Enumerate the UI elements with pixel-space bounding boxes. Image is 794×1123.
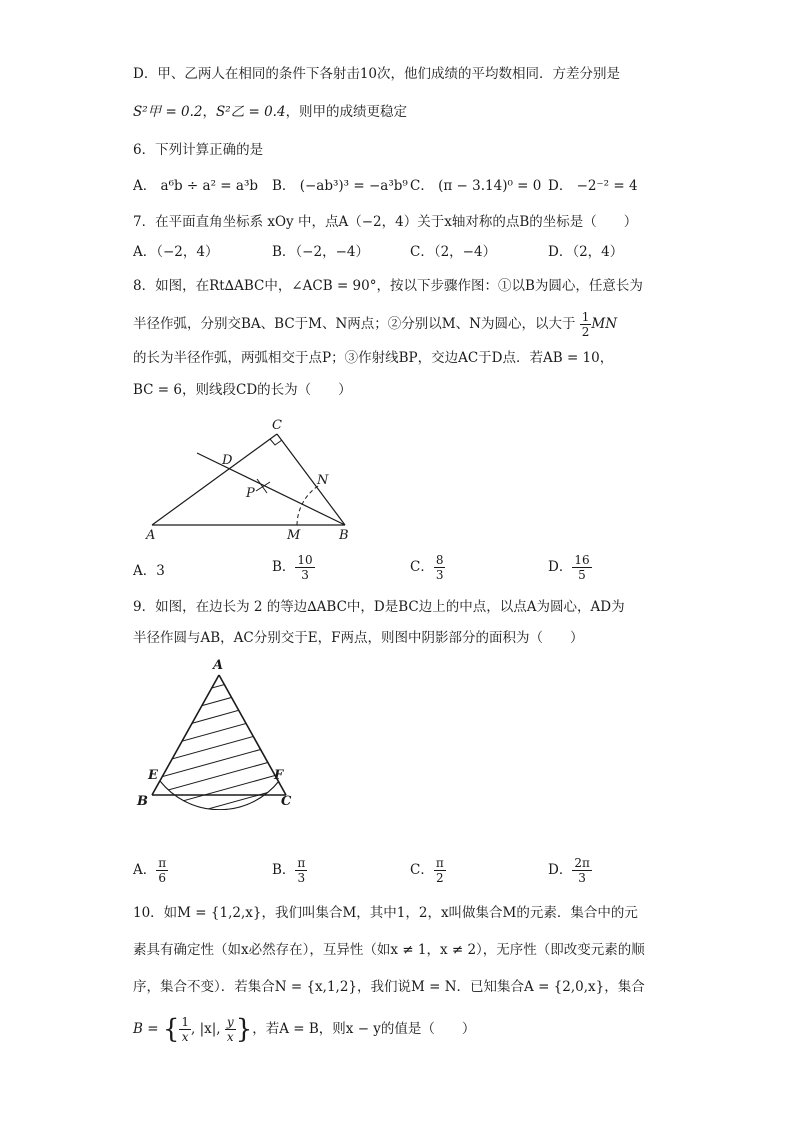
q5-option-d-line1: D．甲、乙两人在相同的条件下各射击10次，他们成绩的平均数相同．方差分别是 xyxy=(133,66,621,82)
q10-line1: 10．如M = {1,2,x}，我们叫集合M，其中1，2，x叫做集合M的元素．集合中的元 xyxy=(133,905,638,921)
q8-line3: 的长为半径作弧，两弧相交于点P；③作射线BP，交边AC于D点．若AB = 10， xyxy=(133,350,614,366)
label-b: B xyxy=(339,528,349,542)
q6-option-b[interactable]: B． (−ab³)³ = −a³b⁹ xyxy=(272,178,408,194)
half-fraction: $\frac{1}{2}$ xyxy=(581,310,590,339)
label-d: D xyxy=(222,453,233,468)
q8-option-b[interactable]: B． $\frac{10}{3}$ xyxy=(272,553,313,582)
q5-tail: ，则甲的成绩更稳定 xyxy=(285,104,408,120)
q9-option-b[interactable]: B． $\frac{\pi}{3}$ xyxy=(272,856,306,885)
q9-line1: 9．如图，在边长为 2 的等边∆ABC中，D是BC边上的中点，以点A为圆心，AD为 xyxy=(133,599,625,615)
q7-stem: 7．在平面直角坐标系 xOy 中，点A（−2，4）关于x轴对称的点B的坐标是（ ） xyxy=(133,214,638,230)
label-c: C xyxy=(272,418,282,433)
q8-line1: 8．如图，在Rt∆ABC中，∠ACB = 90°，按以下步骤作图：①以B为圆心，任意长为 xyxy=(133,278,643,294)
left-brace: { xyxy=(162,1014,180,1045)
q6-option-d[interactable]: D． −2⁻² = 4 xyxy=(548,178,638,194)
q9-option-d[interactable]: D． $\frac{2\pi}{3}$ xyxy=(548,856,590,885)
arc-mn xyxy=(297,486,318,525)
q8-option-c[interactable]: C． $\frac{8}{3}$ xyxy=(410,553,444,582)
set-b-mid: , |x|, xyxy=(191,1021,225,1037)
q8-figure xyxy=(0,412,794,542)
variance-jia: S²甲 = 0.2 xyxy=(133,104,203,120)
q8-option-d[interactable]: D． $\frac{16}{5}$ xyxy=(548,553,590,582)
q8-mn: MN xyxy=(591,316,618,332)
q7-option-a[interactable]: A．（−2，4） xyxy=(133,244,219,260)
q7-option-c[interactable]: C．（2，−4） xyxy=(410,244,497,260)
label-a-9: A xyxy=(213,658,224,673)
q9-line2: 半径作圆与AB，AC分别交于E，F两点，则图中阴影部分的面积为（ ） xyxy=(133,630,584,646)
label-f-9: F xyxy=(274,768,284,783)
q8-line2a: 半径作弧，分别交BA、BC于M、N两点；②分别以M、N为圆心，以大于 xyxy=(133,316,576,332)
q9-option-a[interactable]: A． $\frac{\pi}{6}$ xyxy=(133,856,167,885)
q10-line3: 序，集合不变）．若集合N = {x,1,2}，我们说M = N．已知集合A = {2,0,x}，集合 xyxy=(133,979,645,995)
q6-stem: 6．下列计算正确的是 xyxy=(133,142,264,158)
label-c-9: C xyxy=(281,794,292,809)
q10-line4-post: ，若A = B，则x − y的值是（ ） xyxy=(252,1021,476,1037)
label-p: P xyxy=(246,486,255,501)
q8-line2 xyxy=(133,310,617,339)
side-ab-9 xyxy=(152,675,219,795)
right-brace: } xyxy=(235,1014,253,1045)
comma: ， xyxy=(202,104,217,120)
q8-option-a[interactable]: A．3 xyxy=(133,563,165,579)
label-m: M xyxy=(287,528,301,542)
label-a: A xyxy=(146,528,156,542)
q5-option-d-line2 xyxy=(133,102,407,122)
variance-yi: S²乙 = 0.4 xyxy=(216,104,286,120)
set-b-frac2: $\frac{y}{x}$ xyxy=(226,1015,234,1044)
label-e-9: E xyxy=(148,768,158,783)
q6-option-c[interactable]: C． (π − 3.14)⁰ = 0 xyxy=(410,178,542,194)
q7-option-b[interactable]: B．（−2，−4） xyxy=(272,244,369,260)
q7-option-d[interactable]: D．（2，4） xyxy=(548,244,624,260)
q9-option-c[interactable]: C． $\frac{\pi}{2}$ xyxy=(410,856,444,885)
set-b-frac1: $\frac{1}{x}$ xyxy=(181,1015,190,1044)
q10-line2: 素具有确定性（如x必然存在），互异性（如x ≠ 1，x ≠ 2），无序性（即改变元素的顺 xyxy=(133,942,645,958)
q8-line4: BC = 6，则线段CD的长为（ ） xyxy=(133,382,352,398)
right-angle-mark xyxy=(270,439,282,445)
q6-option-a[interactable]: A． a⁶b ÷ a² = a³b xyxy=(133,178,258,194)
ray-bp xyxy=(197,453,345,525)
label-n: N xyxy=(317,473,329,488)
label-b-9: B xyxy=(137,794,148,809)
q9-figure xyxy=(0,650,794,810)
q10-line4: B = { $\frac{1}{x}$ , |x|, $\frac{y}{x}$ }，若A = B，则x − y的值是（ ） xyxy=(133,1014,476,1045)
side-ac xyxy=(152,434,277,525)
side-bc xyxy=(277,434,345,525)
